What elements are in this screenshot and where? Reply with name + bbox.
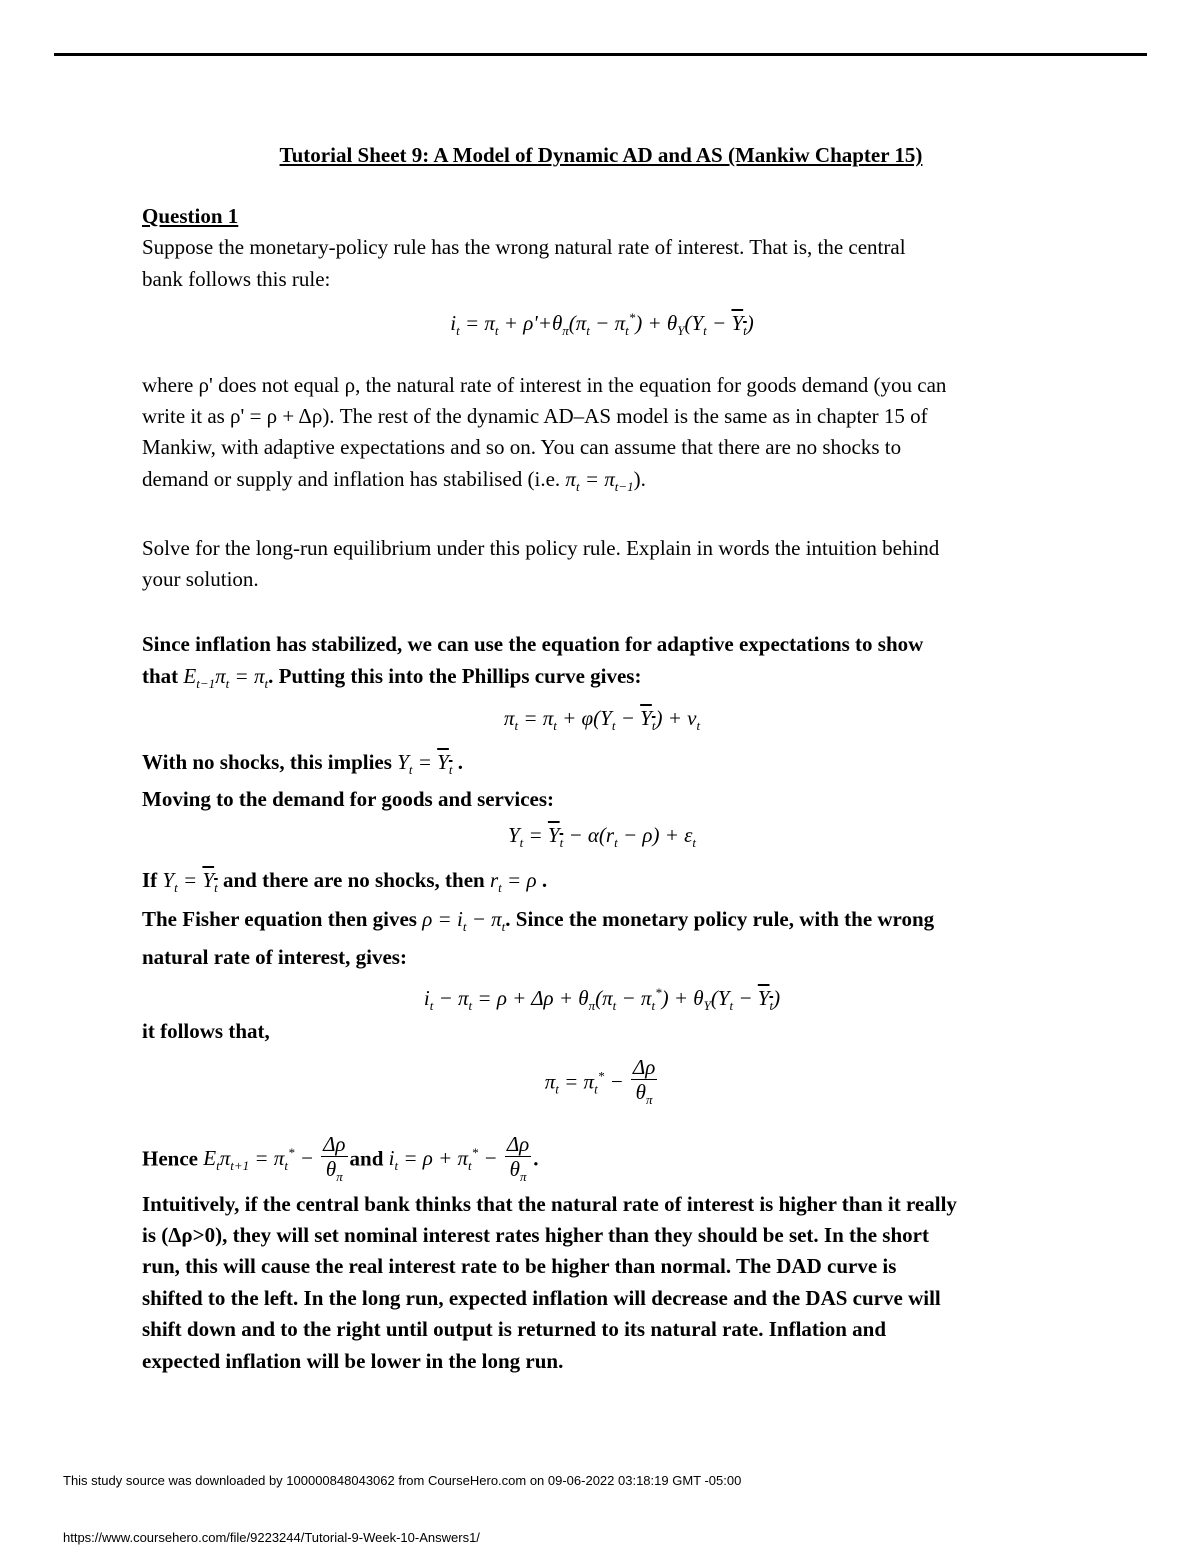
download-source-note: This study source was downloaded by 100000848043062 from CourseHero.com on 09-06-2022 03:18:19 GMT -05:00 [63, 1473, 742, 1488]
intuition-line-2: is (Δρ>0), they will set nominal interest rates higher than they should be set. In the short [142, 1223, 929, 1247]
document-title: Tutorial Sheet 9: A Model of Dynamic AD and AS (Mankiw Chapter 15) [279, 143, 923, 167]
answer-line-4: Moving to the demand for goods and services: [142, 787, 555, 811]
fisher-policy-equation: $i_t - \pi_t = \rho + \Delta\rho + \theta_\pi(\pi_t - \pi_t^*) + \theta_Y(Y_t - Y_t)$ [423, 985, 781, 1014]
question-para-line-3: Mankiw, with adaptive expectations and so on. You can assume that there are no shocks to [142, 435, 902, 459]
answer-line-2-start: that [142, 664, 179, 688]
source-url-link[interactable]: https://www.coursehero.com/file/9223244/Tutorial-9-Week-10-Answers1/ [63, 1530, 480, 1545]
intuition-line-3: run, this will cause the real interest rate to be higher than normal. The DAD curve is [142, 1254, 897, 1278]
top-rule [54, 53, 1147, 56]
answer-line-6-end: . Since the monetary policy rule, with the wrong [505, 907, 935, 931]
intuition-line-6: expected inflation will be lower in the long run. [142, 1349, 564, 1373]
goods-demand-equation: $Y_t = Y_t - \alpha(r_t - \rho) + \varepsilon_t$ [507, 823, 697, 851]
question-intro-line-1: Suppose the monetary-policy rule has the wrong natural rate of interest. That is, the central [142, 235, 906, 259]
intuition-line-4: shifted to the left. In the long run, expected inflation will decrease and the DAS curve will [142, 1286, 941, 1310]
question-para-line-4: demand or supply and inflation has stabilised (i.e. $\pi_t = \pi_{t-1}$). [142, 467, 646, 495]
answer-line-5: If $Y_t = Y_t$ and there are no shocks, then $r_t = \rho$ . [142, 868, 548, 896]
question-task-line-2: your solution. [142, 567, 259, 591]
answer-line-2-end: . Putting this into the Phillips curve gives: [268, 664, 642, 688]
answer-line-6-start: The Fisher equation then gives [142, 907, 417, 931]
answer-line-6: The Fisher equation then gives $\rho = i_t - \pi_t$. Since the monetary policy rule, with the wrong [142, 907, 935, 935]
question-para-line-4-text: demand or supply and inflation has stabilised (i.e. [142, 467, 561, 491]
question-para-line-2: write it as ρ' = ρ + Δρ). The rest of the dynamic AD–AS model is the same as in chapter 15 of [142, 404, 928, 428]
answer-line-2: that $E_{t-1}\pi_t = \pi_t$. Putting this into the Phillips curve gives: [142, 664, 642, 692]
answer-line-8: it follows that, [142, 1019, 270, 1043]
answer-line-1: Since inflation has stabilized, we can use the equation for adaptive expectations to show [142, 632, 924, 656]
answer-line-3-start: With no shocks, this implies [142, 750, 392, 774]
question-task-line-1: Solve for the long-run equilibrium under this policy rule. Explain in words the intuition behind [142, 536, 940, 560]
question-para-line-1: where ρ' does not equal ρ, the natural rate of interest in the equation for goods demand (you can [142, 373, 947, 397]
policy-rule-equation: $i_t = \pi_t + \rho'+\theta_\pi(\pi_t - \pi_t^*) + \theta_Y(Y_t - Y_t)$ [450, 310, 754, 339]
answer-line-9-start: Hence [142, 1146, 198, 1171]
inflation-equilibrium-equation: $\pi_t = \pi_t^*$ − $\frac{\Delta\rho}{\theta_\pi}$ [544, 1055, 656, 1108]
answer-line-7: natural rate of interest, gives: [142, 945, 407, 969]
phillips-curve-equation: $\pi_t = \pi_t + \varphi(Y_t - Y_t) + \nu_t$ [503, 706, 701, 734]
answer-line-5-mid: and there are no shocks, then [222, 868, 485, 892]
intuition-line-1: Intuitively, if the central bank thinks that the natural rate of interest is higher than it really [142, 1192, 957, 1216]
question-intro-line-2: bank follows this rule: [142, 267, 331, 291]
question-para-line-4-end: ). [633, 467, 646, 491]
answer-line-5-start: If [142, 868, 158, 892]
answer-line-9: Hence $E_t\pi_{t+1} = \pi_t^*$ − $\frac{\Delta\rho}{\theta_\pi}$ and $i_t = \rho + \pi_t^*$ − $\frac{\Delta\rho}{\theta_\pi}$ . [142, 1132, 539, 1185]
answer-line-9-mid: and [349, 1146, 384, 1171]
intuition-line-5: shift down and to the right until output is returned to its natural rate. Inflation and [142, 1317, 887, 1341]
question-heading: Question 1 [142, 204, 239, 228]
answer-line-3: With no shocks, this implies $Y_t = Y_t$ . [142, 750, 463, 778]
